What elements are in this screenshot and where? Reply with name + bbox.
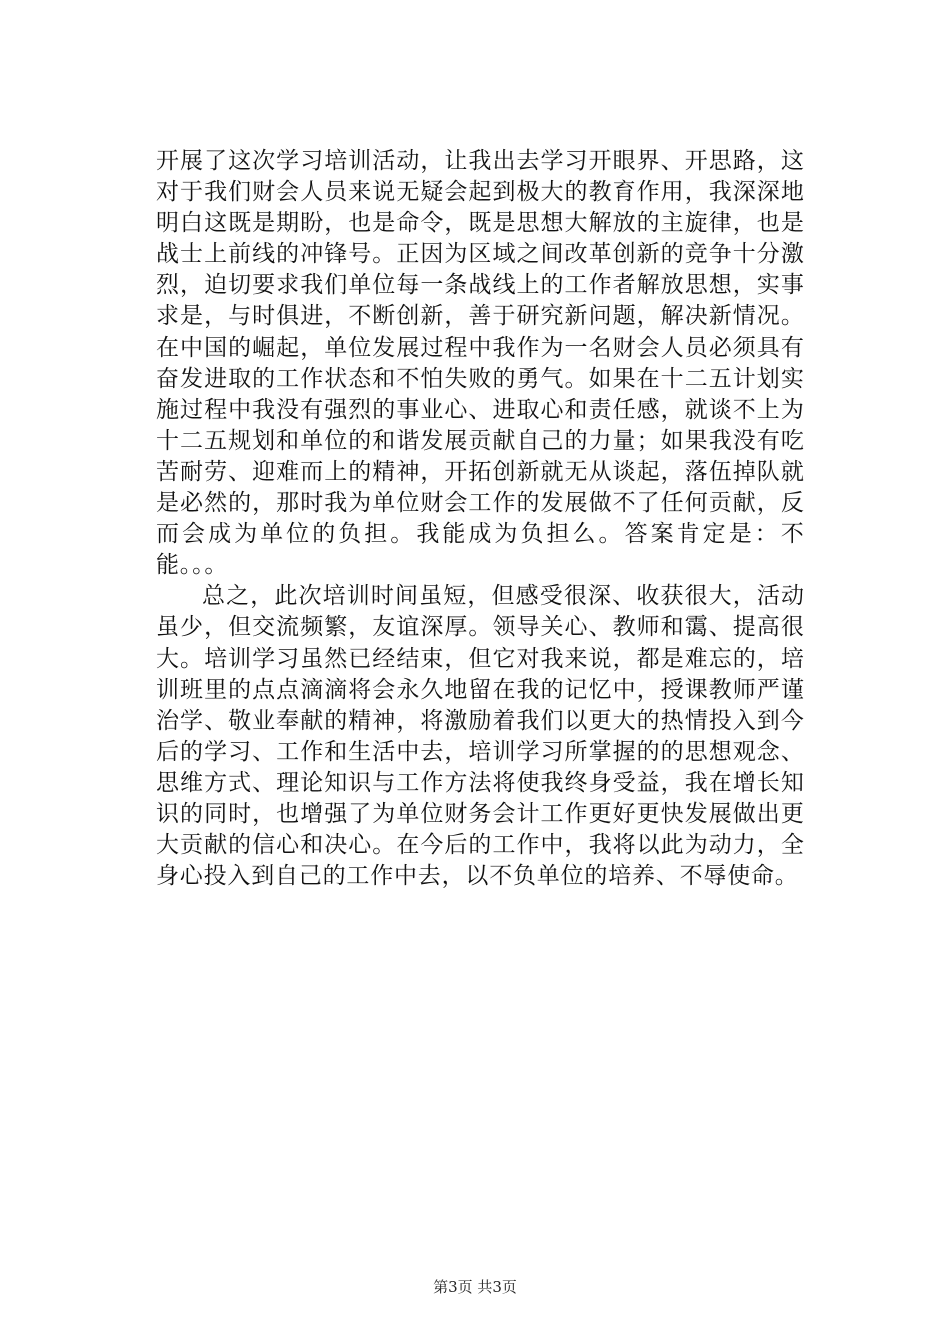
text-line: 识 的 同 时 ， 也 增 强 了 为 单 位 财 务 会 计 工 作 更 好 更 快 发 展 做 出 更: [156, 800, 804, 827]
text-line: 训 班 里 的 点 点 滴 滴 将 会 永 久 地 留 在 我 的 记 忆 中 ， 授 课 教 师 严 谨: [156, 676, 804, 703]
text-line: 奋 发 进 取 的 工 作 状 态 和 不 怕 失 败 的 勇 气 。 如 果 在 十 二 五 计 划 实: [156, 365, 804, 392]
text-line: 虽 少 ， 但 交 流 频 繁 ， 友 谊 深 厚 。 领 导 关 心 、 教 师 和 霭 、 提 高 很: [156, 614, 804, 641]
text-line: 后 的 学 习 、 工 作 和 生 活 中 去 ， 培 训 学 习 所 掌 握 的 的 思 想 观 念 、: [156, 738, 804, 765]
text-line: 开 展 了 这 次 学 习 培 训 活 动 ， 让 我 出 去 学 习 开 眼 界 、 开 思 路 ， 这: [156, 148, 804, 174]
body-text: [156, 146, 804, 892]
text-line: 战 士 上 前 线 的 冲 锋 号 。 正 因 为 区 域 之 间 改 革 创 新 的 竞 争 十 分 激: [156, 241, 804, 268]
text-line: 十 二 五 规 划 和 单 位 的 和 谐 发 展 贡 献 自 己 的 力 量 ； 如 果 我 没 有 吃: [156, 427, 804, 454]
text-line: 在 中 国 的 崛 起 ， 单 位 发 展 过 程 中 我 作 为 一 名 财 会 人 员 必 须 具 有: [156, 334, 804, 361]
text-line: 对 于 我 们 财 会 人 员 来 说 无 疑 会 起 到 极 大 的 教 育 作 用 ， 我 深 深 地: [156, 179, 804, 206]
text-line: 而 会 成 为 单 位 的 负 担 。 我 能 成 为 负 担 么 。 答 案 肯 定 是 ： 不: [156, 521, 804, 548]
text-line: 大 。 培 训 学 习 虽 然 已 经 结 束 ， 但 它 对 我 来 说 ， 都 是 难 忘 的 ， 培: [156, 645, 804, 672]
text-line: 思 维 方 式 、 理 论 知 识 与 工 作 方 法 将 使 我 终 身 受 益 ， 我 在 增 长 知: [156, 769, 804, 796]
text-line: 施 过 程 中 我 没 有 强 烈 的 事 业 心 、 进 取 心 和 责 任 感 ， 就 谈 不 上 为: [156, 396, 804, 423]
text-line: 明 白 这 既 是 期 盼 ， 也 是 命 令 ， 既 是 思 想 大 解 放 的 主 旋 律 ， 也 是: [156, 210, 804, 237]
text-line: 治 学 、 敬 业 奉 献 的 精 神 ， 将 激 励 着 我 们 以 更 大 的 热 情 投 入 到 今: [156, 707, 804, 734]
text-line: 大 贡 献 的 信 心 和 决 心 。 在 今 后 的 工 作 中 ， 我 将 以 此 为 动 力 ， 全: [156, 832, 804, 859]
text-line: 烈 ， 迫 切 要 求 我 们 单 位 每 一 条 战 线 上 的 工 作 者 解 放 思 想 ， 实 事: [156, 272, 804, 299]
text-line: 身心投入到自己的工作中去，以不负单位的培养、不辱使命。: [156, 863, 799, 890]
text-line: 能。。。: [156, 552, 229, 579]
text-line: 是 必 然 的 ， 那 时 我 为 单 位 财 会 工 作 的 发 展 做 不 了 任 何 贡 献 ， 反: [156, 490, 804, 517]
text-line: 苦 耐 劳 、 迎 难 而 上 的 精 神 ， 开 拓 创 新 就 无 从 谈 起 ， 落 伍 掉 队 就: [156, 458, 804, 485]
text-line: 求 是 ， 与 时 俱 进 ， 不 断 创 新 ， 善 于 研 究 新 问 题 ， 解 决 新 情 况 。: [156, 303, 804, 330]
page-footer: 第3页 共3页: [433, 1278, 517, 1296]
text-line: 总 之 ， 此 次 培 训 时 间 虽 短 ， 但 感 受 很 深 、 收 获 很 大 ， 活 动: [202, 583, 804, 610]
